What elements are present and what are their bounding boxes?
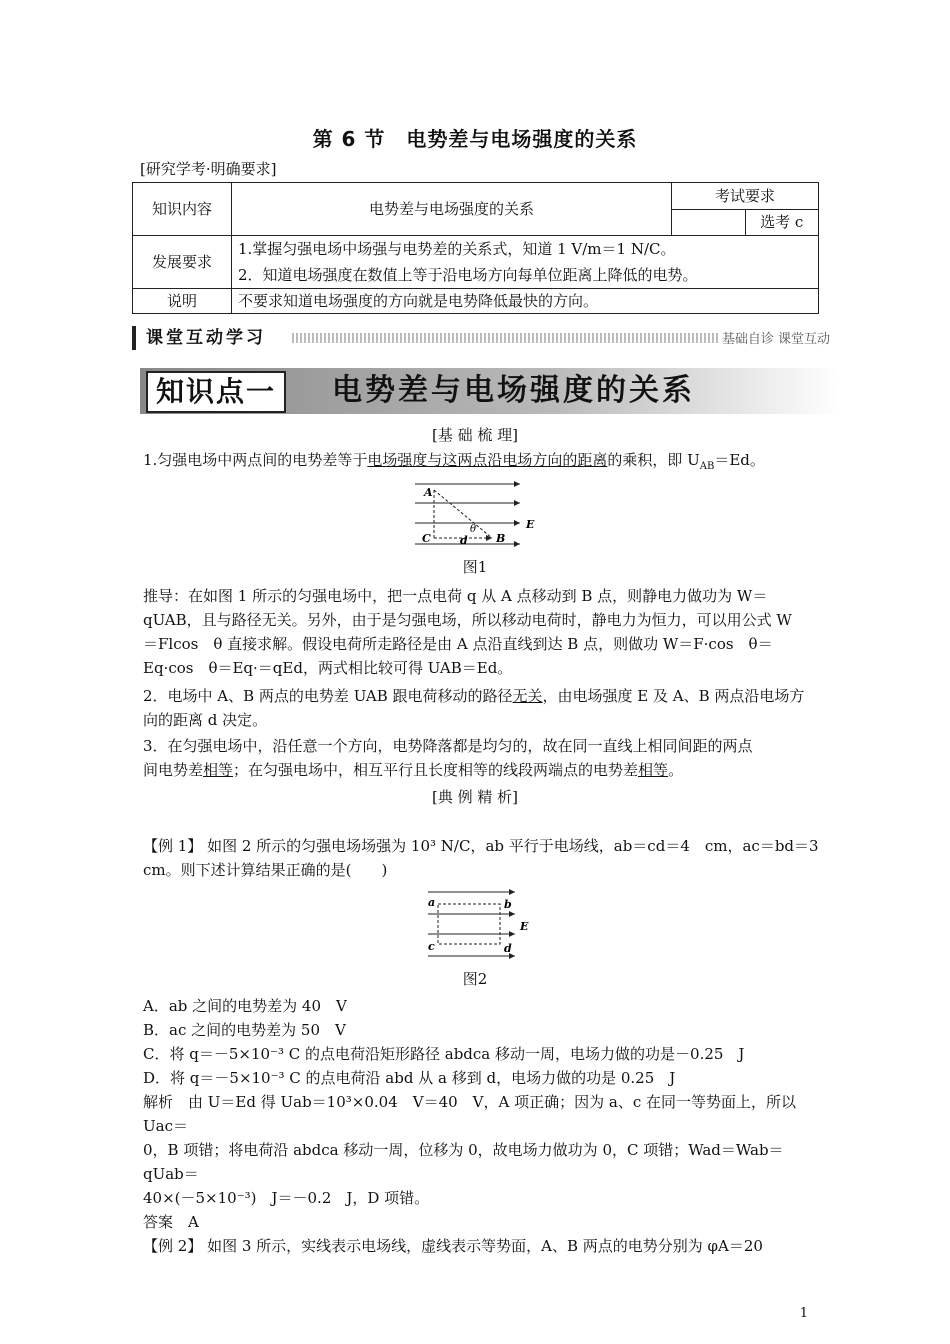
p2-line-4: Eq·cos θ＝Eq·＝qEd，两式相比较可得 UAB＝Ed。 xyxy=(143,659,513,677)
dev-item-2: 2．知道电场强度在数值上等于沿电场方向每单位距离上降低的电势。 xyxy=(238,266,698,284)
fig2-label-a: a xyxy=(428,896,436,909)
fig2-label-d: d xyxy=(504,942,512,955)
dev-item-1: 1.掌握匀强电场中场强与电势差的关系式，知道 1 V/m＝1 N/C。 xyxy=(238,240,676,258)
fig1-label-E: E xyxy=(526,518,535,531)
paragraph-3 xyxy=(143,734,823,782)
p2-line-2: qUAB，且与路径无关。另外，由于是匀强电场，所以移动电荷时，静电力为恒力，可以用公式 W xyxy=(143,611,792,629)
p4-text-c: 。 xyxy=(668,761,684,779)
ex1-line-1: 【例 1】 如图 2 所示的匀强电场场强为 10³ N/C，ab 平行于电场线，ab＝cd＝4 cm，ac＝bd＝3 xyxy=(143,837,819,855)
option-b: B．ac 之间的电势差为 50 V xyxy=(143,1021,346,1039)
p4-line-1: 3．在匀强电场中，沿任意一个方向，电势降落都是均匀的，故在同一直线上相同间距的两点 xyxy=(143,737,753,755)
figure-1-caption: 图1 xyxy=(462,558,488,576)
p1-text-b: 的乘积，即 U xyxy=(607,451,700,469)
example-2-line-1: 【例 2】 如图 3 所示，实线表示电场线，虚线表示等势面，A、B 两点的电势分别为 φA＝20 xyxy=(143,1237,763,1255)
bar-label: 课堂互动学习 xyxy=(132,326,266,350)
requirements-table xyxy=(132,182,819,314)
sub-heading-basics: [基 础 梳 理] xyxy=(431,426,518,444)
sub-heading-examples: [典 例 精 析] xyxy=(431,788,518,806)
paragraph-derivation xyxy=(143,584,823,680)
page-number: 1 xyxy=(799,1306,808,1321)
p3-underline: 无关 xyxy=(512,687,543,705)
figure-1 xyxy=(410,478,540,550)
bar-dots xyxy=(292,333,720,343)
cell-note-content: 不要求知道电场强度的方向就是电势降低最快的方向。 xyxy=(232,289,819,314)
section-head: [研究学考·明确要求] xyxy=(140,160,277,178)
example-1-options xyxy=(143,994,823,1258)
fig2-label-c: c xyxy=(428,940,435,953)
figure-2-caption: 图2 xyxy=(462,970,488,988)
cell-topic: 电势差与电场强度的关系 xyxy=(232,183,672,236)
cell-knowledge: 知识内容 xyxy=(133,183,232,236)
option-c: C．将 q＝－5×10⁻³ C 的点电荷沿矩形路径 abdca 移动一周，电场力做的功是－0.25 J xyxy=(143,1045,745,1063)
fig1-label-B: B xyxy=(496,532,506,545)
fig2-label-E: E xyxy=(520,920,529,933)
solution-line-1: 解析 由 U＝Ed 得 Uab＝10³×0.04 V＝40 V，A 项正确；因为 a、c 在同一等势面上，所以 Uac＝ xyxy=(143,1093,796,1135)
cell-empty xyxy=(672,209,746,236)
p4-text-b: ；在匀强电场中，相互平行且长度相等的线段两端点的电势差 xyxy=(233,761,639,779)
cell-exam-req: 考试要求 xyxy=(672,183,819,210)
kp-title: 电势差与电场强度的关系 xyxy=(332,373,695,408)
p2-line-3: ＝Flcos θ 直接求解。假设电荷所走路径是由 A 点沿直线到达 B 点，则做功 W＝F·cos θ＝ xyxy=(143,635,773,653)
p1-text-a: 1.匀强电场中两点间的电势差等于 xyxy=(143,451,368,469)
section-bar xyxy=(132,326,840,350)
solution-line-2: 0，B 项错；将电荷沿 abdca 移动一周，位移为 0，故电场力做功为 0，C 项错；Wad＝Wab＝qUab＝ xyxy=(143,1141,784,1183)
fig1-label-C: C xyxy=(422,532,431,545)
fig1-label-theta: θ xyxy=(470,524,477,535)
p2-line-1: 推导：在如图 1 所示的匀强电场中，把一点电荷 q 从 A 点移动到 B 点，则静电力做功为 W＝ xyxy=(143,587,768,605)
cell-elective: 选考 c xyxy=(745,209,819,236)
page-title: 第 6 节 电势差与电场强度的关系 xyxy=(312,127,638,151)
example-1 xyxy=(143,834,823,882)
cell-note: 说明 xyxy=(133,289,232,314)
p1-sub: AB xyxy=(699,461,715,472)
fig2-label-b: b xyxy=(504,898,512,911)
kp-box: 知识点一 xyxy=(146,371,286,413)
cell-dev-content xyxy=(232,236,819,289)
fig1-label-d: d xyxy=(460,534,468,547)
paragraph-2 xyxy=(143,684,823,732)
p3-text-b: ，由电场强度 E 及 A、B 两点沿电场方 xyxy=(542,687,805,705)
p3-line-2: 向的距离 d 决定。 xyxy=(143,711,268,729)
option-a: A．ab 之间的电势差为 40 V xyxy=(143,997,347,1015)
knowledge-point-banner xyxy=(140,368,840,414)
solution-line-3: 40×(－5×10⁻³) J＝－0.2 J，D 项错。 xyxy=(143,1189,430,1207)
p4-underline-1: 相等 xyxy=(203,761,234,779)
fig1-label-A: A xyxy=(424,486,433,499)
cell-dev-req: 发展要求 xyxy=(133,236,232,289)
p1-text-c: ＝Ed。 xyxy=(714,451,765,469)
p3-text-a: 2．电场中 A、B 两点的电势差 UAB 跟电荷移动的路径 xyxy=(143,687,513,705)
p4-underline-2: 相等 xyxy=(638,761,669,779)
answer: 答案 A xyxy=(143,1213,199,1231)
figure-2 xyxy=(420,886,535,961)
ex1-line-2: cm。则下述计算结果正确的是( ) xyxy=(143,861,388,879)
bar-right: 基础自诊 课堂互动 xyxy=(721,332,830,347)
p4-text-a: 间电势差 xyxy=(143,761,204,779)
paragraph-1 xyxy=(143,448,823,479)
p1-underline: 电场强度与这两点沿电场方向的距离 xyxy=(367,451,608,469)
option-d: D．将 q＝－5×10⁻³ C 的点电荷沿 abd 从 a 移到 d，电场力做的功是 0.25 J xyxy=(143,1069,676,1087)
